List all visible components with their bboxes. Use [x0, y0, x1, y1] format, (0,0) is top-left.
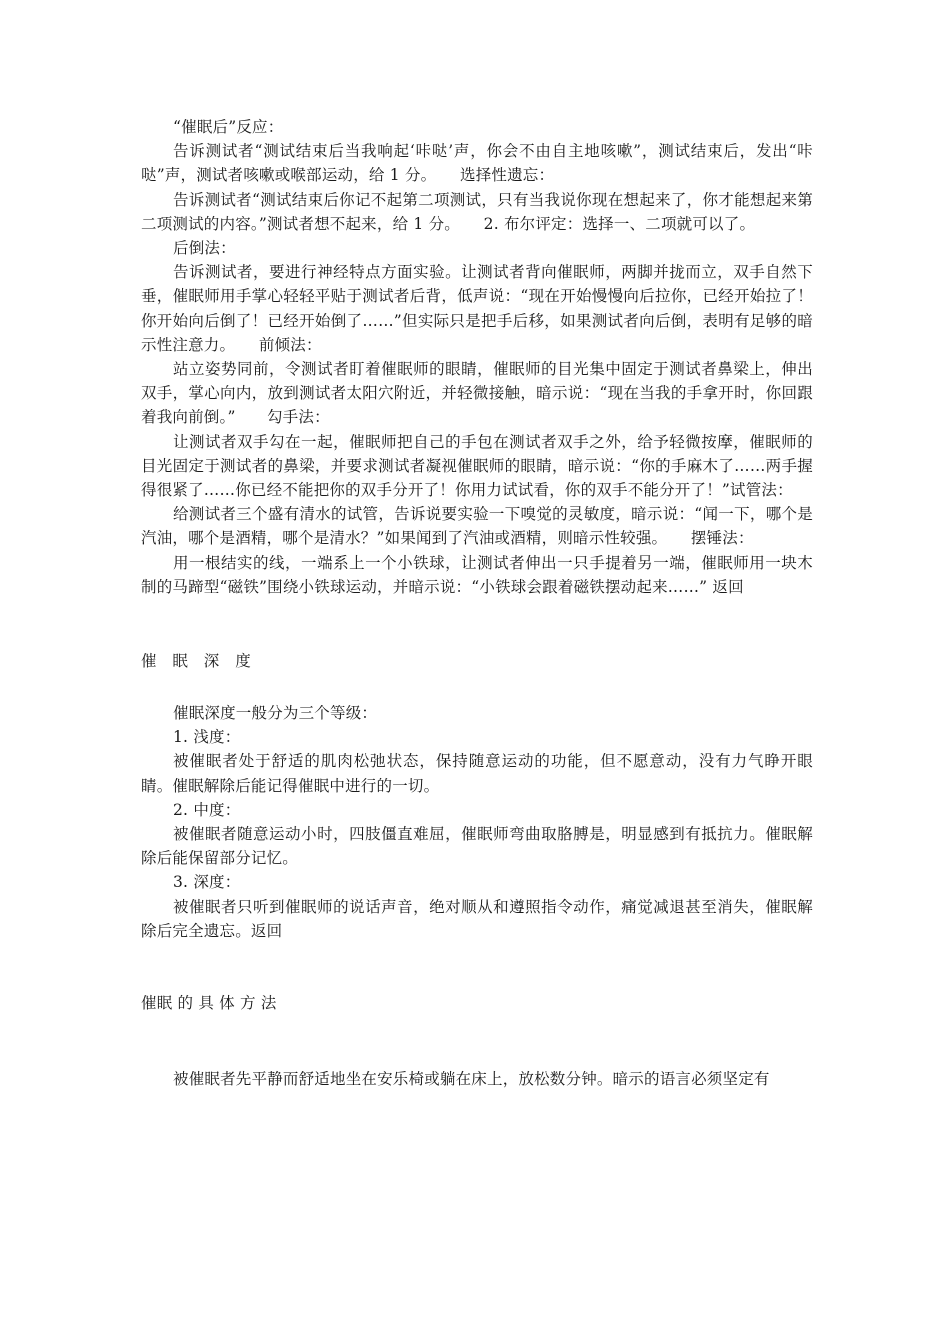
paragraph: 告诉测试者，要进行神经特点方面实验。让测试者背向催眠师，两脚并拢而立，双手自然下垂，催眠师用手掌心轻轻平贴于测试者后背，低声说：“现在开始慢慢向后拉你，已经开始拉了！你开始向后倒了！已经开始倒了……”但实际只是把手后移，如果测试者向后倒，表明有足够的暗示性注意力。 前倾法： — [141, 263, 813, 354]
section-susceptibility-tests — [141, 115, 813, 599]
paragraph: 1. 浅度： — [173, 728, 241, 747]
paragraph: 站立姿势同前，令测试者盯着催眠师的眼睛，催眠师的目光集中固定于测试者鼻梁上，伸出双手，掌心向内，放到测试者太阳穴附近，并轻微接触，暗示说：“现在当我的手拿开时，你回跟着我向前倒。” 勾手法： — [141, 360, 813, 427]
section-title: 催 眠 深 度 — [141, 652, 251, 671]
paragraph: 3. 深度： — [173, 873, 241, 892]
paragraph: 让测试者双手勾在一起，催眠师把自己的手包在测试者双手之外，给予轻微按摩，催眠师的目光固定于测试者的鼻梁，并要求测试者凝视催眠师的眼睛，暗示说：“你的手麻木了……两手握得很紧了……你已经不能把你的双手分开了！你用力试试看，你的双手不能分开了！”试管法： — [141, 432, 813, 500]
paragraph: 给测试者三个盛有清水的试管，告诉说要实验一下嗅觉的灵敏度，暗示说：“闻一下，哪个是汽油，哪个是酒精，哪个是清水？”如果闻到了汽油或酒精，则暗示性较强。 摆锤法： — [141, 505, 813, 548]
paragraph: 被催眠者处于舒适的肌肉松弛状态，保持随意运动的功能，但不愿意动，没有力气睁开眼睛。催眠解除后能记得催眠中进行的一切。 — [141, 752, 813, 795]
spacer — [141, 673, 813, 701]
section-title: 催眠 的 具 体 方 法 — [141, 994, 277, 1013]
paragraph: 告诉测试者“测试结束后当我响起‘咔哒’声，你会不由自主地咳嗽”，测试结束后，发出“咔哒”声，测试者咳嗽或喉部运动，给 1 分。 选择性遗忘： — [141, 142, 813, 185]
spacer — [141, 599, 813, 649]
paragraph: 被催眠者随意运动小时，四肢僵直难屈，催眠师弯曲取胳膊是，明显感到有抵抗力。催眠解除后能保留部分记忆。 — [141, 825, 813, 868]
paragraph: 2. 中度： — [173, 800, 241, 819]
paragraph: “催眠后”反应： — [173, 118, 284, 136]
paragraph: 告诉测试者“测试结束后你记不起第二项测试，只有当我说你现在想起来了，你才能想起来第二项测试的内容。”测试者想不起来，给 1 分。 2. 布尔评定：选择一、二项就可以了。 — [141, 190, 813, 233]
section-specific-methods — [141, 991, 813, 1091]
paragraph: 后倒法： — [173, 239, 236, 258]
document-body — [141, 115, 813, 1091]
spacer — [141, 1015, 813, 1067]
paragraph: 用一根结实的线，一端系上一个小铁球，让测试者伸出一只手提着另一端，催眠师用一块木制的马蹄型“磁铁”围绕小铁球运动，并暗示说：“小铁球会跟着磁铁摆动起来……” 返回 — [141, 553, 813, 596]
paragraph: 被催眠者只听到催眠师的说话声音，绝对顺从和遵照指令动作，痛觉减退甚至消失，催眠解除后完全遗忘。返回 — [141, 897, 813, 940]
section-hypnosis-depth — [141, 649, 813, 943]
paragraph: 被催眠者先平静而舒适地坐在安乐椅或躺在床上，放松数分钟。暗示的语言必须坚定有 — [173, 1070, 770, 1089]
spacer — [141, 943, 813, 991]
paragraph: 催眠深度一般分为三个等级： — [173, 704, 378, 723]
